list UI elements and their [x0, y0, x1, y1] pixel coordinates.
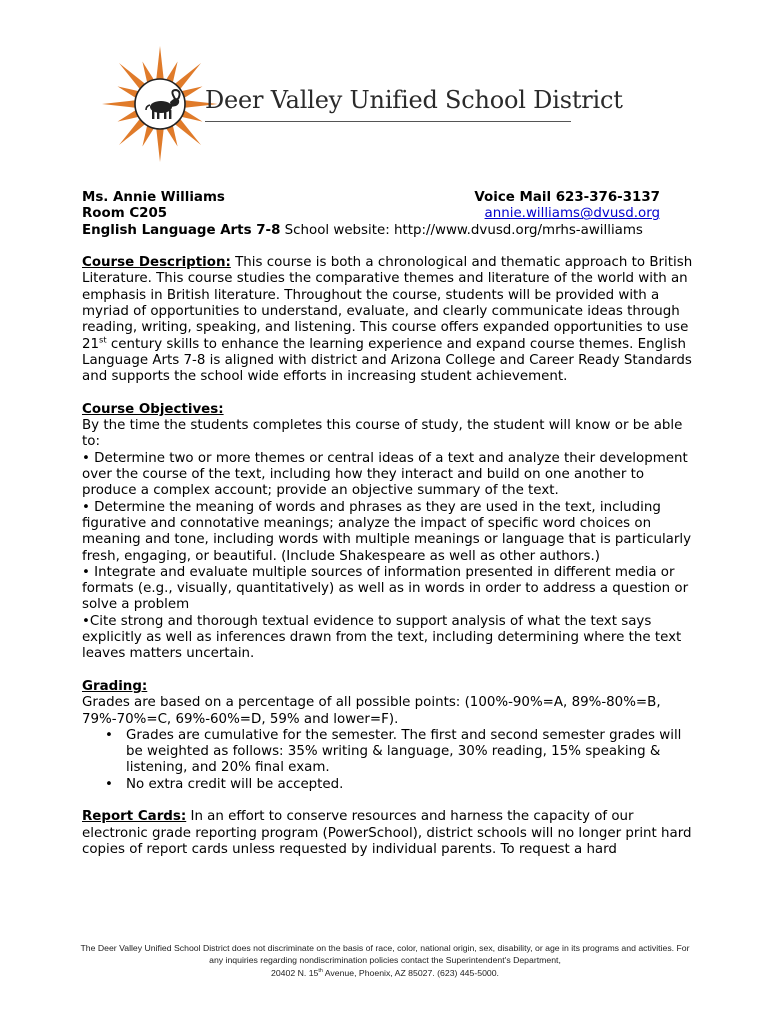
teacher-name: Ms. Annie Williams — [82, 190, 225, 205]
school-website: School website: http://www.dvusd.org/mrhs-awilliams — [284, 222, 643, 238]
course-description-heading: Course Description: — [82, 255, 231, 271]
contact-row-2 — [82, 206, 702, 222]
footer-address — [80, 967, 690, 979]
grading-item: • No extra credit will be accepted. — [126, 777, 702, 793]
footer-address-end: Avenue, Phoenix, AZ 85027. (623) 445-5000. — [322, 967, 499, 978]
sun-ram-logo-icon — [100, 44, 220, 164]
contact-row-1 — [82, 190, 702, 206]
objectives-intro: By the time the students completes this course of study, the student will know or be able to: — [82, 418, 683, 450]
nondiscrimination-footer — [80, 942, 690, 979]
report-cards — [82, 809, 702, 858]
grading-heading: Grading: — [82, 678, 148, 694]
syllabus-content — [82, 190, 702, 858]
report-cards-heading: Report Cards: — [82, 809, 187, 825]
district-name: Deer Valley Unified School District — [205, 86, 623, 114]
course-description-text-2: century skills to enhance the learning experience and expand course themes. English Language Arts 7-8 is aligned with district and Arizona College and Career Ready Standards and supports the school wide efforts in increasing student achievement. — [82, 336, 692, 385]
objective-item: • Determine the meaning of words and phrases as they are used in the text, including figurative and connotative meanings; analyze the impact of specific word choices on meaning and tone, including words with multiple meanings or language that is particularly fresh, engaging, or beautiful. (Include Shakespeare as well as other authors.) — [82, 499, 692, 564]
footer-statement: The Deer Valley Unified School District does not discriminate on the basis of race, color, national origin, sex, disability, or age in its programs and activities. For any inquiries regarding nondiscrimination policies contact the Superintendent's Department, — [80, 943, 690, 966]
report-cards-text: In an effort to conserve resources and harness the capacity of our electronic grade reporting program (PowerSchool), district schools will no longer print hard copies of report cards unless requested by individual parents. To request a hard — [82, 809, 692, 857]
grading-list — [82, 728, 702, 793]
course-description — [82, 255, 702, 385]
grading-intro: Grades are based on a percentage of all possible points: (100%-90%=A, 89%-80%=B, 79%-70%=C, 69%-60%=D, 59% and lower=F). — [82, 695, 661, 727]
grading-item: • Grades are cumulative for the semester. The first and second semester grades will be weighted as follows: 35% writing & language, 30% reading, 15% speaking & listening, and 20% final exam. — [126, 728, 702, 777]
footer-address-start: 20402 N. 15 — [271, 967, 319, 978]
header-divider — [205, 121, 571, 122]
course-objectives-heading: Course Objectives: — [82, 401, 224, 417]
contact-row-3 — [82, 223, 702, 239]
objective-item: •Cite strong and thorough textual evidence to support analysis of what the text says explicitly as well as inferences drawn from the text, including determining where the text leaves matters uncertain. — [82, 613, 682, 662]
email-link[interactable]: annie.williams@dvusd.org — [484, 206, 660, 222]
ordinal-suffix: st — [99, 334, 107, 345]
course-name: English Language Arts 7-8 — [82, 222, 281, 238]
objective-item: • Determine two or more themes or central ideas of a text and analyze their development over the course of the text, including how they interact and build on one another to produce a complex account; provide an objective summary of the text. — [82, 450, 688, 499]
footer-ordinal-suffix: th — [318, 967, 323, 974]
voice-mail: Voice Mail 623-376-3137 — [474, 190, 660, 205]
course-description-text-1: This course is both a chronological and thematic approach to British Literature. This course studies the comparative themes and literature of the world with an emphasis in British literature. Throughout the course, students will be provided with a myriad of opportunities to understand, evaluate, and clearly communicate ideas through reading, writing, speaking, and listening. This course offers expanded opportunities to use 21 — [82, 255, 693, 352]
objective-item: • Integrate and evaluate multiple sources of information presented in different media or formats (e.g., visually, quantitatively) as well as in words in order to address a question or solve a problem — [82, 564, 689, 613]
room-number: Room C205 — [82, 206, 168, 222]
